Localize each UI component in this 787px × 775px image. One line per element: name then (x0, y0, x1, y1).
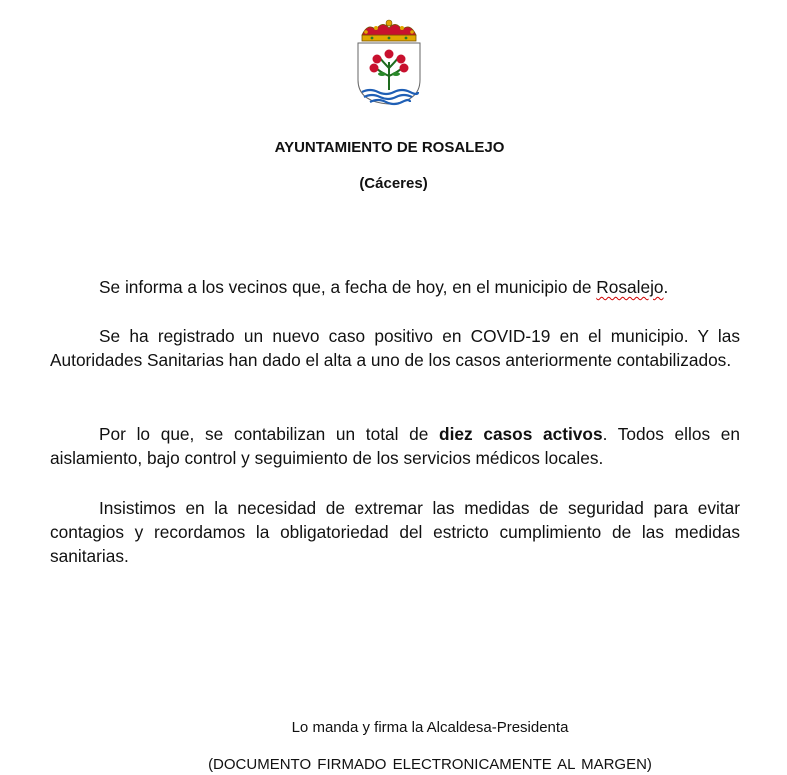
paragraph-3-before: Por lo que, se contabilizan un total de (99, 424, 440, 444)
paragraph-3-after: . Todos ellos en aislamiento, bajo control y seguimiento de los servicios médicos locales. (50, 424, 740, 468)
paragraph-2 (50, 324, 740, 372)
signature-line: Lo manda y firma la Alcaldesa-Presidenta (291, 719, 569, 736)
paragraph-4 (50, 496, 740, 568)
page-subtitle: (Cáceres) (359, 175, 428, 192)
crown-icon (362, 20, 416, 41)
paragraph-2-text: Se ha registrado un nuevo caso positivo en COVID-19 en el municipio. Y las Autoridades Sanitarias han dado el alta a uno de los casos anteriormente contabilizados. (50, 326, 740, 370)
page-title: AYUNTAMIENTO DE ROSALEJO (274, 139, 505, 156)
paragraph-3 (50, 422, 740, 470)
paragraph-1-end: . (663, 277, 669, 297)
municipality-name: Rosalejo (596, 277, 664, 297)
coat-of-arms-icon (350, 18, 428, 106)
paragraph-1 (50, 275, 740, 299)
paragraph-1-text: Se informa a los vecinos que, a fecha de hoy, en el municipio de (99, 277, 597, 297)
active-cases-count: diez casos activos (439, 424, 603, 444)
paragraph-4-text: Insistimos en la necesidad de extremar las medidas de seguridad para evitar contagios y recordamos la obligatoriedad del estricto cumplimiento de las medidas sanitarias. (50, 498, 740, 566)
signature-note: (DOCUMENTO FIRMADO ELECTRONICAMENTE AL MARGEN) (208, 756, 652, 773)
